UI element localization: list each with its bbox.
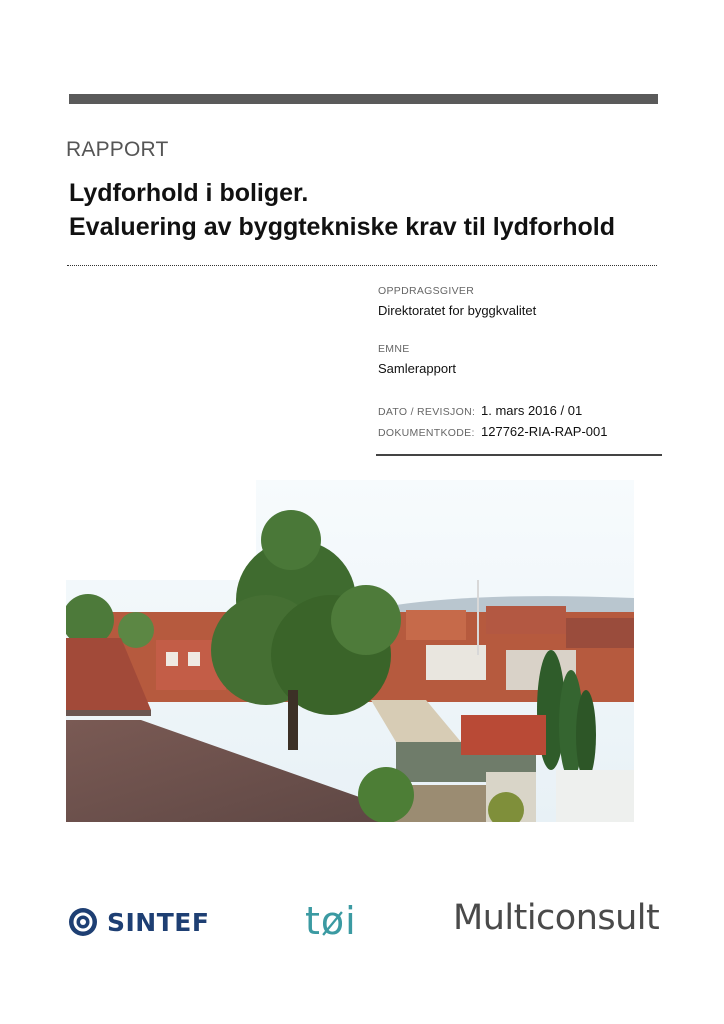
multiconsult-wordmark: Multiconsult: [453, 898, 660, 938]
toi-logo: [305, 899, 357, 943]
report-title: [69, 176, 679, 244]
partner-logos: [0, 895, 724, 955]
title-divider: [67, 265, 657, 266]
report-title-line-1: Lydforhold i boliger.: [69, 179, 309, 207]
cover-photo: [66, 480, 634, 822]
header-bar: [69, 94, 658, 104]
multiconsult-logo: [453, 898, 659, 938]
client-label: OPPDRAGSGIVER: [378, 285, 475, 297]
sintef-logo: [68, 907, 209, 937]
sintef-wordmark: SINTEF: [107, 907, 210, 937]
toi-wordmark: tøi: [305, 899, 357, 943]
document-code-label: DOKUMENTKODE:: [378, 427, 475, 439]
date-revision-label: DATO / REVISJON:: [378, 406, 476, 418]
document-code-value: 127762-RIA-RAP-001: [481, 424, 608, 439]
date-revision-value: 1. mars 2016 / 01: [481, 403, 583, 418]
client-value: Direktoratet for byggkvalitet: [378, 303, 537, 318]
document-type: RAPPORT: [66, 138, 169, 161]
subject-value: Samlerapport: [378, 361, 457, 376]
metadata-divider: [376, 454, 662, 456]
subject-label: EMNE: [378, 343, 410, 355]
sintef-emblem-icon: [68, 907, 98, 937]
report-title-line-2: Evaluering av byggtekniske krav til lydforhold: [69, 213, 615, 241]
